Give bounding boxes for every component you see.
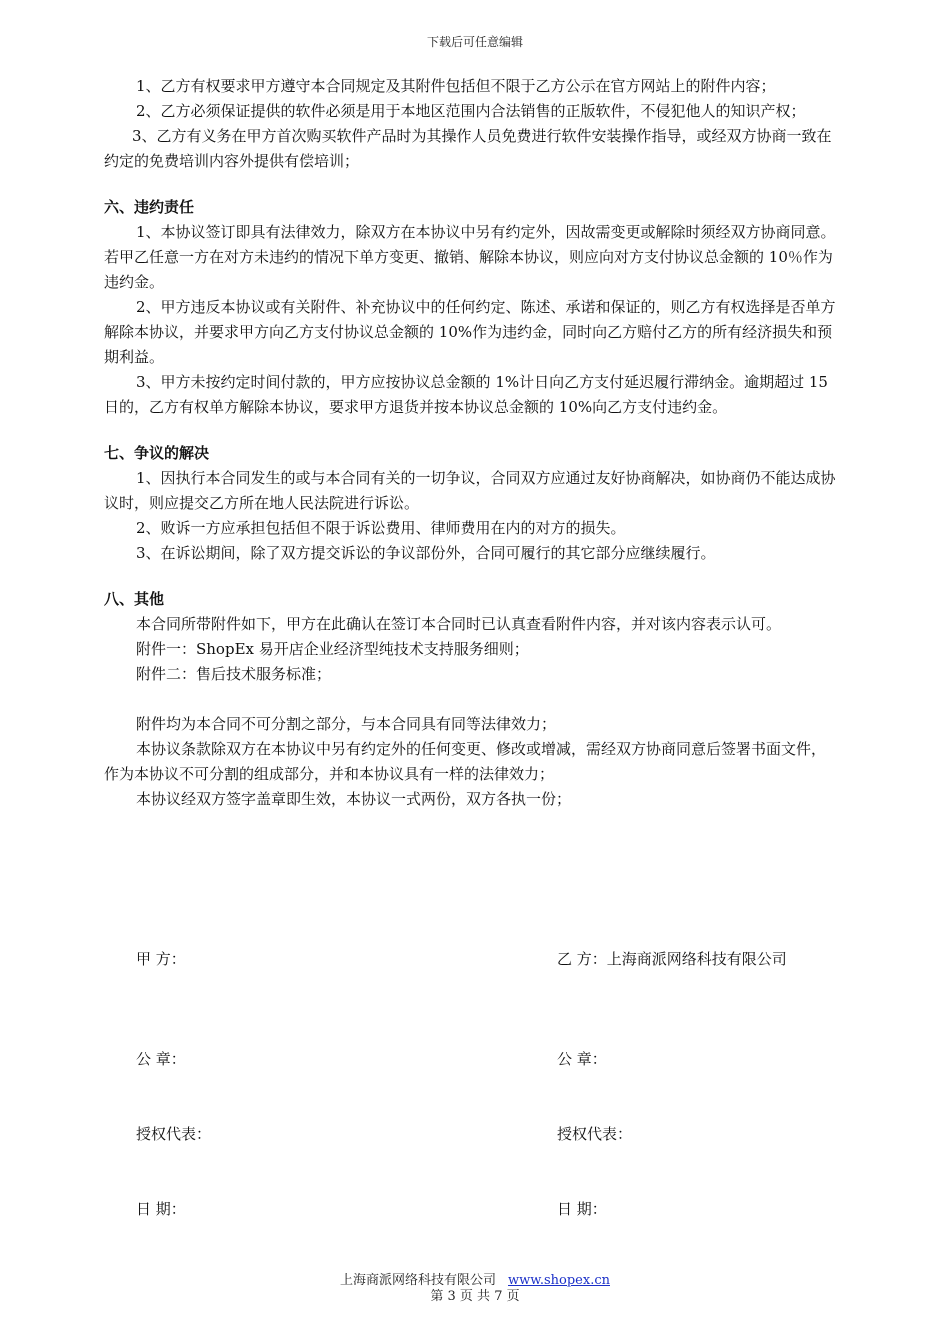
clause-7-1: 1、因执行本合同发生的或与本合同有关的一切争议，合同双方应通过友好协商解决，如协商仍不能达成协议时，则应提交乙方所在地人民法院进行诉讼。 [104, 469, 836, 512]
clause-6-2: 2、甲方违反本协议或有关附件、补充协议中的任何约定、陈述、承诺和保证的，则乙方有权选择是否单方解除本协议，并要求甲方向乙方支付协议总金额的 10%作为违约金，同时向乙方赔付乙方的所有经济损失和预期利益。 [104, 298, 836, 366]
section-title-dispute: 七、争议的解决 [104, 444, 210, 462]
clause-8-intro: 本合同所带附件如下，甲方在此确认在签订本合同时已认真查看附件内容，并对该内容表示认可。 [136, 615, 782, 633]
clause-6-1: 1、本协议签订即具有法律效力，除双方在本协议中另有约定外，因故需变更或解除时须经双方协商同意。若甲乙任意一方在对方未违约的情况下单方变更、撤销、解除本协议，则应向对方支付协议总金额的 10％作为违约金。 [104, 223, 836, 291]
clause-7-3: 3、在诉讼期间，除了双方提交诉讼的争议部份外，合同可履行的其它部分应继续履行。 [136, 544, 716, 562]
spacer [104, 687, 840, 712]
representative-b-label: 授权代表： [557, 1125, 633, 1143]
clause-7-2: 2、败诉一方应承担包括但不限于诉讼费用、律师费用在内的对方的损失。 [136, 519, 626, 537]
footer-company: 上海商派网络科技有限公司 [340, 1273, 497, 1288]
clause-5-1: 1、乙方有权要求甲方遵守本合同规定及其附件包括但不限于乙方公示在官方网站上的附件内容； [136, 77, 776, 95]
seal-b-label: 公 章： [557, 1050, 607, 1068]
date-b-label: 日 期： [557, 1200, 607, 1218]
clause-8-4: 本协议经双方签字盖章即生效，本协议一式两份，双方各执一份； [136, 790, 572, 808]
page-footer [0, 1273, 950, 1305]
section-title-other: 八、其他 [104, 590, 165, 608]
section-title-breach: 六、违约责任 [104, 198, 195, 216]
attachment-2: 附件二：售后技术服务标准； [136, 665, 332, 683]
attachment-1: 附件一：ShopEx 易开店企业经济型纯技术支持服务细则； [136, 640, 529, 658]
clause-8-2: 附件均为本合同不可分割之部分，与本合同具有同等法律效力； [136, 715, 557, 733]
clause-6-3: 3、甲方未按约定时间付款的，甲方应按协议总金额的 1%计日向乙方支付延迟履行滞纳金。逾期超过 15 日的，乙方有权单方解除本协议，要求甲方退货并按本协议总金额的 10%向乙方支付违约金。 [104, 373, 828, 416]
page-number: 第 3 页 共 7 页 [430, 1289, 520, 1304]
footer-website-link[interactable]: www.shopex.cn [508, 1273, 610, 1288]
clause-5-3: 3、乙方有义务在甲方首次购买软件产品时为其操作人员免费进行软件安装操作指导，或经双方协商一致在约定的免费培训内容外提供有偿培训； [104, 127, 832, 170]
document-body [104, 74, 840, 812]
party-a-label: 甲 方： [136, 950, 186, 968]
date-a-label: 日 期： [136, 1200, 186, 1218]
page-header: 下载后可任意编辑 [426, 35, 523, 49]
party-b-label: 乙 方：上海商派网络科技有限公司 [557, 950, 787, 968]
clause-8-3: 本协议条款除双方在本协议中另有约定外的任何变更、修改或增减，需经双方协商同意后签署书面文件，作为本协议不可分割的组成部分，并和本协议具有一样的法律效力； [104, 740, 827, 783]
seal-a-label: 公 章： [136, 1050, 186, 1068]
clause-5-2: 2、乙方必须保证提供的软件必须是用于本地区范围内合法销售的正版软件，不侵犯他人的知识产权； [136, 102, 806, 120]
representative-a-label: 授权代表： [136, 1125, 212, 1143]
